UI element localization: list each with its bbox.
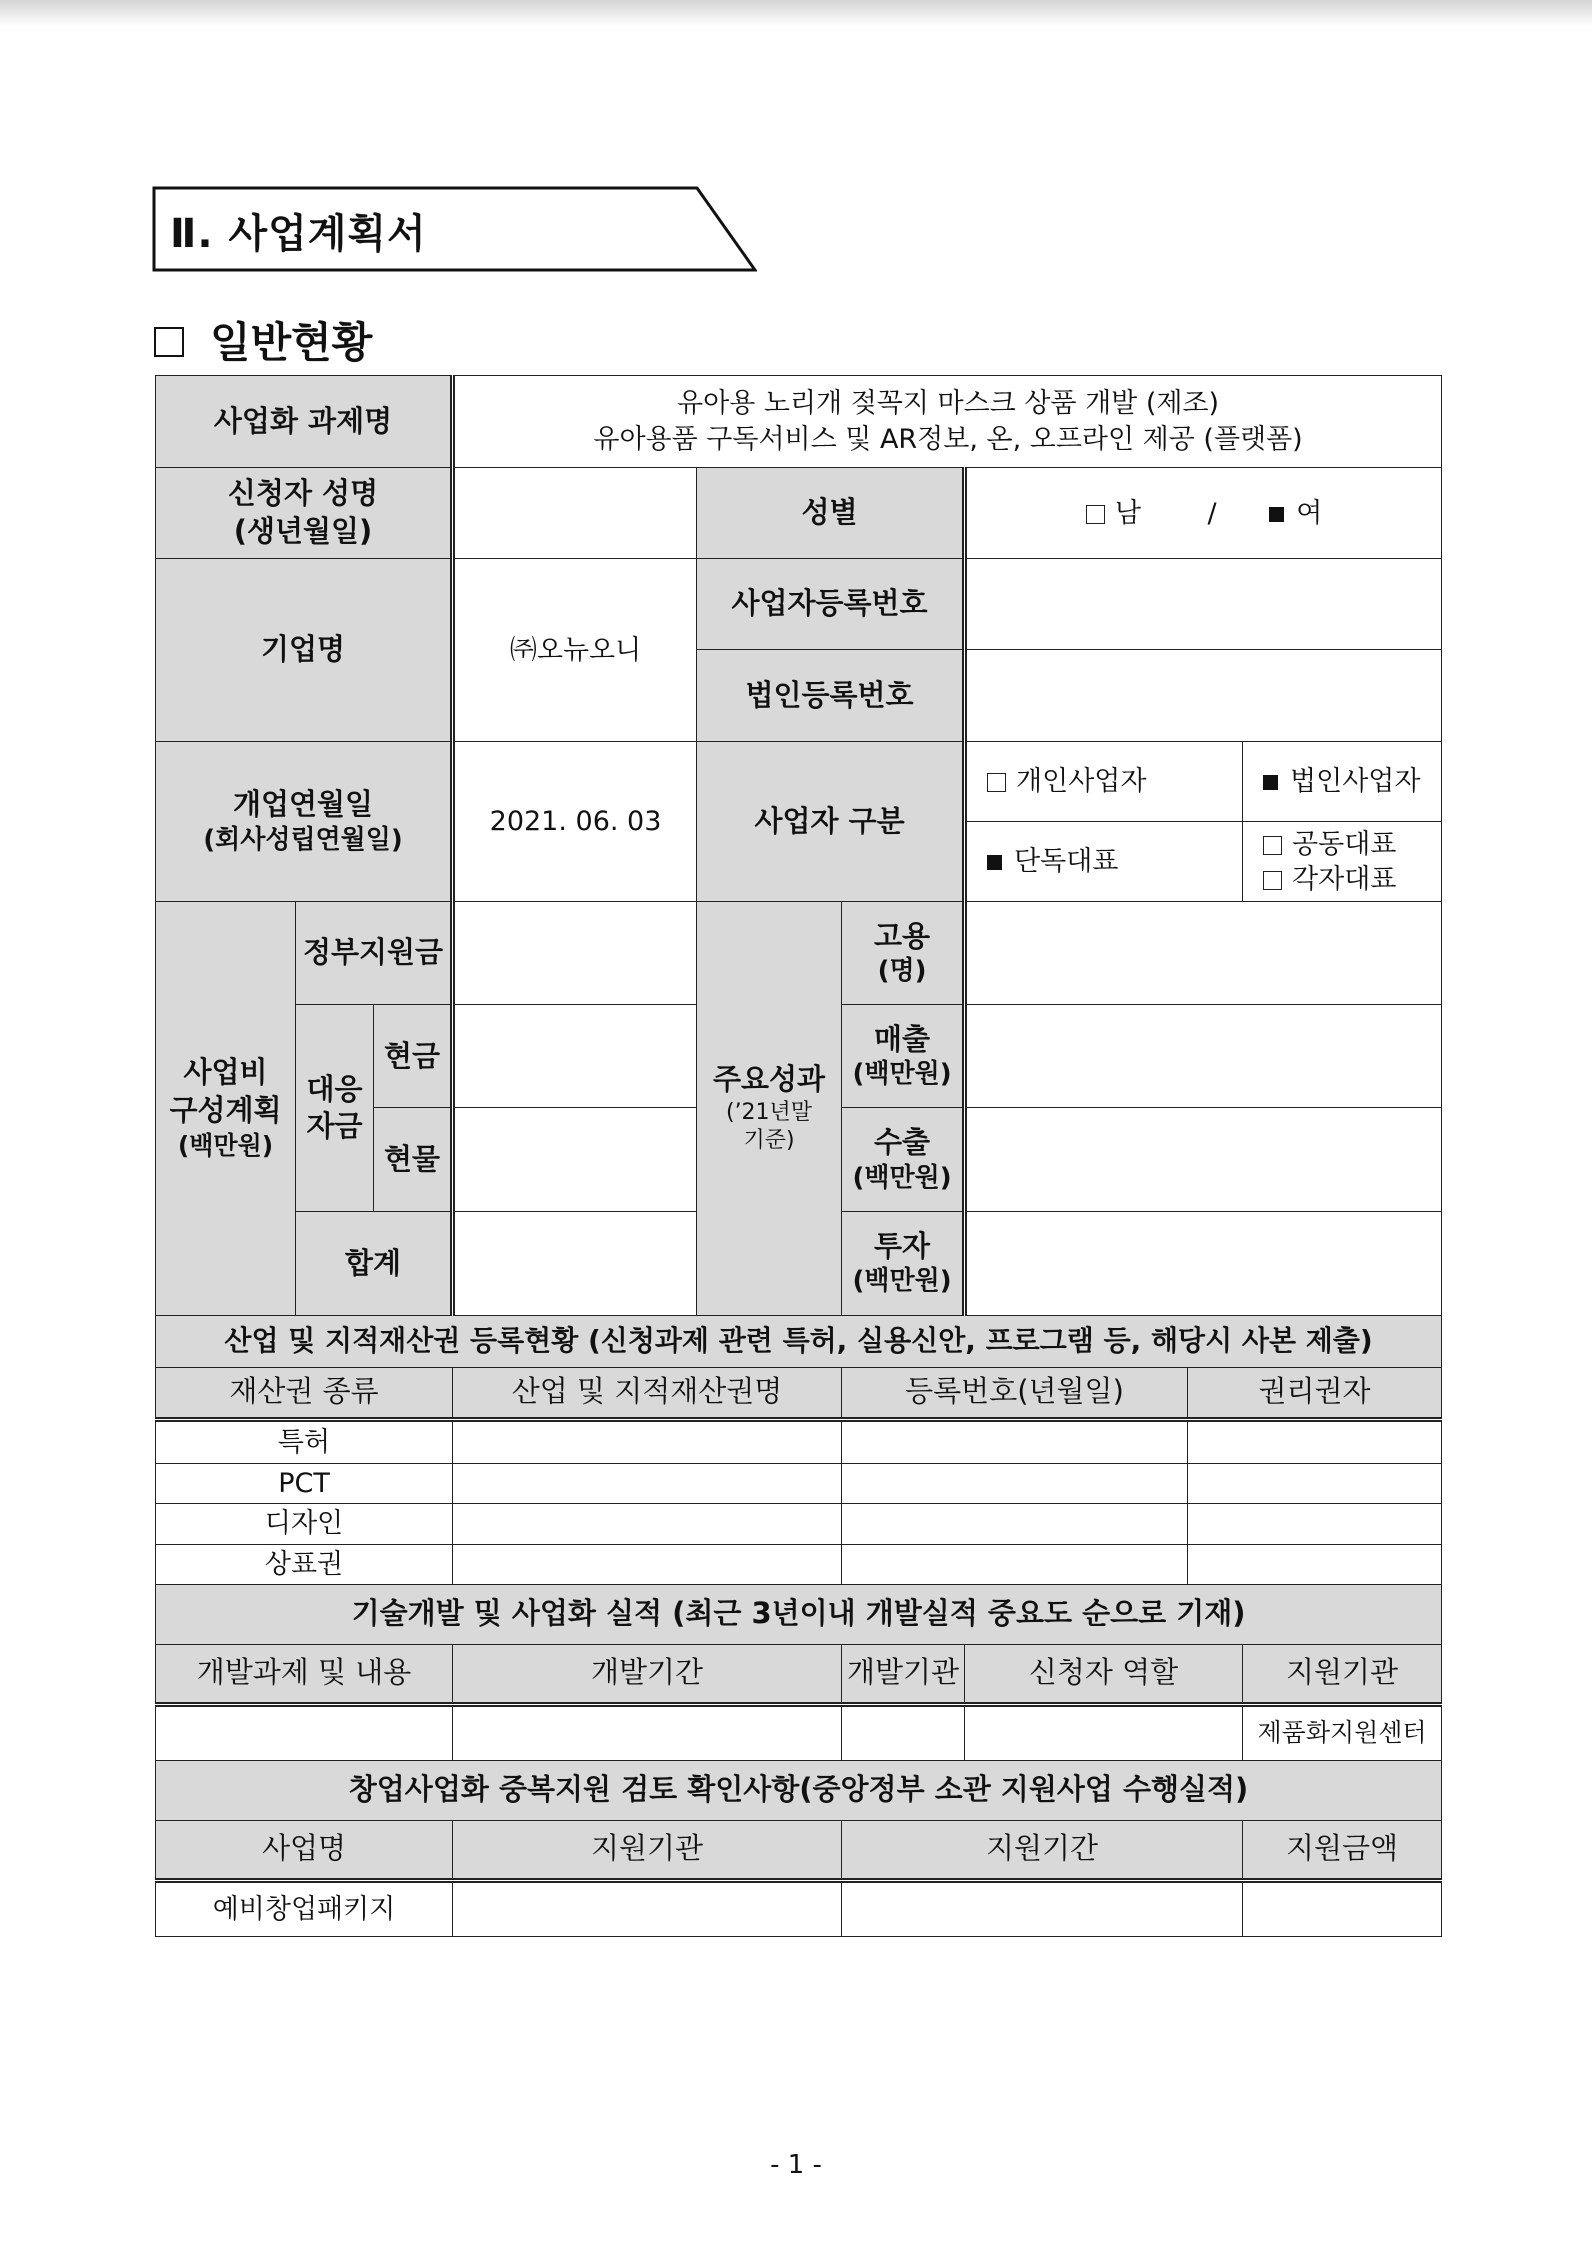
tech-header-project: 개발과제 및 내용: [156, 1644, 453, 1704]
tech-row-agency: 제품화지원센터: [1243, 1704, 1442, 1760]
total-value[interactable]: [453, 1212, 697, 1315]
applicant-name-label-line2: (생년월일): [233, 514, 373, 549]
sales-label: [842, 1005, 965, 1108]
tech-header-agency: 지원기관: [1243, 1644, 1442, 1704]
matching-fund-label-line1: 대응: [306, 1071, 363, 1106]
inkind-label: 현물: [374, 1108, 453, 1212]
biztype-individual-label: 개인사업자: [1016, 766, 1147, 798]
budget-plan-label-line2: 구성계획: [169, 1093, 282, 1128]
key-performance-label-line1: 주요성과: [713, 1061, 826, 1096]
export-value[interactable]: [965, 1108, 1442, 1212]
sales-value[interactable]: [965, 1005, 1442, 1108]
budget-plan-label-unit: (백만원): [177, 1130, 274, 1160]
rep-joint-label: 공동대표: [1292, 828, 1397, 860]
key-performance-label-line3: 기준): [743, 1128, 795, 1154]
investment-label-text: 투자: [874, 1228, 931, 1263]
gender-separator: /: [1207, 497, 1217, 529]
section-heading-text: Ⅱ. 사업계획서: [170, 211, 427, 257]
ip-row-holder[interactable]: [1188, 1463, 1442, 1503]
rep-each-option[interactable]: [1263, 862, 1439, 897]
ip-section-title: 산업 및 지적재산권 등록현황 (신청과제 관련 특허, 실용신안, 프로그램 등, 해당시 사본 제출): [156, 1315, 1442, 1367]
founded-date-label-line1: 개업연월일: [232, 786, 374, 821]
cash-value[interactable]: [453, 1005, 697, 1108]
cash-label: 현금: [374, 1005, 453, 1108]
ip-row-type: PCT: [156, 1463, 453, 1503]
ip-row-name[interactable]: [453, 1419, 842, 1463]
ip-row-name[interactable]: [453, 1463, 842, 1503]
dup-row-period[interactable]: [842, 1880, 1243, 1936]
key-performance-label: [697, 902, 842, 1315]
ip-row-type: 상표권: [156, 1544, 453, 1584]
ip-row-regno[interactable]: [842, 1419, 1188, 1463]
rep-single-option[interactable]: [965, 822, 1243, 902]
gender-female-label: 여: [1296, 497, 1323, 529]
gov-subsidy-label: 정부지원금: [296, 902, 453, 1005]
checkbox-icon: [154, 327, 184, 357]
business-type-label: 사업자 구분: [697, 742, 965, 902]
rep-joint-each-options: [1243, 822, 1442, 902]
biztype-corporate-label: 법인사업자: [1290, 766, 1421, 798]
project-name-label: 사업화 과제명: [156, 376, 453, 468]
subsection-heading: [154, 310, 372, 370]
applicant-name-label: [156, 468, 453, 559]
ip-row-type: 특허: [156, 1419, 453, 1463]
rep-each-checkbox[interactable]: [1263, 871, 1282, 890]
ip-row-type: 디자인: [156, 1503, 453, 1544]
dup-header-agency: 지원기관: [453, 1820, 842, 1880]
tech-row-project[interactable]: [156, 1704, 453, 1760]
founded-date-value[interactable]: 2021. 06. 03: [453, 742, 697, 902]
dup-header-period: 지원기간: [842, 1820, 1243, 1880]
dup-header-name: 사업명: [156, 1820, 453, 1880]
total-label: 합계: [296, 1212, 453, 1315]
sales-label-text: 매출: [874, 1021, 931, 1056]
export-label: [842, 1108, 965, 1212]
budget-plan-label-line1: 사업비: [183, 1055, 268, 1090]
rep-each-label: 각자대표: [1292, 863, 1397, 895]
business-registration-value[interactable]: [965, 559, 1442, 650]
company-name-value[interactable]: ㈜오뉴오니: [453, 559, 697, 742]
dup-row-amount[interactable]: [1243, 1880, 1442, 1936]
ip-header-type: 재산권 종류: [156, 1367, 453, 1419]
rep-single-checkbox[interactable]: [987, 855, 1002, 870]
employment-label: [842, 902, 965, 1005]
gender-female-checkbox[interactable]: [1269, 507, 1284, 522]
business-plan-form: [155, 375, 1442, 1937]
company-name-label: 기업명: [156, 559, 453, 742]
page-number: - 1 -: [770, 2150, 822, 2180]
biztype-corporate-checkbox[interactable]: [1263, 775, 1278, 790]
ip-row-regno[interactable]: [842, 1544, 1188, 1584]
project-name-line2: 유아용품 구독서비스 및 AR정보, 온, 오프라인 제공 (플랫폼): [593, 423, 1303, 455]
top-edge-shadow: [0, 0, 1592, 26]
tech-header-institution: 개발기관: [842, 1644, 965, 1704]
biztype-corporate-option[interactable]: [1243, 742, 1442, 822]
project-name-value[interactable]: [453, 376, 1442, 468]
ip-header-name: 산업 및 지적재산권명: [453, 1367, 842, 1419]
corporate-registration-label: 법인등록번호: [697, 650, 965, 742]
subsection-heading-text: 일반현황: [210, 318, 373, 367]
tech-row-role[interactable]: [965, 1704, 1243, 1760]
applicant-name-label-line1: 신청자 성명: [227, 476, 379, 511]
founded-date-label: [156, 742, 453, 902]
employment-unit: (명): [877, 956, 927, 987]
employment-value[interactable]: [965, 902, 1442, 1005]
tech-header-period: 개발기간: [453, 1644, 842, 1704]
tech-section-title: 기술개발 및 사업화 실적 (최근 3년이내 개발실적 중요도 순으로 기재): [156, 1584, 1442, 1644]
gov-subsidy-value[interactable]: [453, 902, 697, 1005]
investment-unit: (백만원): [852, 1266, 952, 1297]
rep-joint-option[interactable]: [1263, 827, 1439, 862]
sales-unit: (백만원): [852, 1059, 952, 1090]
rep-joint-checkbox[interactable]: [1263, 836, 1282, 855]
ip-row-name[interactable]: [453, 1503, 842, 1544]
investment-value[interactable]: [965, 1212, 1442, 1315]
dup-section-title: 창업사업화 중복지원 검토 확인사항(중앙정부 소관 지원사업 수행실적): [156, 1760, 1442, 1820]
ip-header-holder: 권리권자: [1188, 1367, 1442, 1419]
gender-male-checkbox[interactable]: [1086, 505, 1105, 524]
rep-single-label: 단독대표: [1014, 846, 1119, 878]
ip-row-holder[interactable]: [1188, 1544, 1442, 1584]
tech-row-institution[interactable]: [842, 1704, 965, 1760]
corporate-registration-value[interactable]: [965, 650, 1442, 742]
section-heading: [152, 186, 757, 272]
dup-header-amount: 지원금액: [1243, 1820, 1442, 1880]
gender-options: [965, 468, 1442, 559]
ip-row-regno[interactable]: [842, 1503, 1188, 1544]
export-unit: (백만원): [852, 1162, 952, 1193]
budget-plan-label: [156, 902, 296, 1315]
matching-fund-label: [296, 1005, 374, 1212]
ip-row-regno[interactable]: [842, 1463, 1188, 1503]
matching-fund-label-line2: 자금: [306, 1109, 363, 1144]
biztype-individual-checkbox[interactable]: [987, 773, 1006, 792]
ip-row-name[interactable]: [453, 1544, 842, 1584]
gender-male-label: 남: [1114, 497, 1141, 529]
gender-label: 성별: [697, 468, 965, 559]
dup-row-agency[interactable]: [453, 1880, 842, 1936]
ip-row-holder[interactable]: [1188, 1503, 1442, 1544]
inkind-value[interactable]: [453, 1108, 697, 1212]
biztype-individual-option[interactable]: [965, 742, 1243, 822]
project-name-line1: 유아용 노리개 젖꼭지 마스크 상품 개발 (제조): [677, 388, 1220, 420]
key-performance-label-line2: (’21년말: [725, 1099, 813, 1125]
ip-row-holder[interactable]: [1188, 1419, 1442, 1463]
employment-label-text: 고용: [874, 918, 931, 953]
founded-date-label-line2: (회사성립연월일): [203, 824, 403, 855]
ip-header-regno: 등록번호(년월일): [842, 1367, 1188, 1419]
export-label-text: 수출: [874, 1125, 931, 1160]
applicant-name-value[interactable]: [453, 468, 697, 559]
business-registration-label: 사업자등록번호: [697, 559, 965, 650]
dup-row-name: 예비창업패키지: [156, 1880, 453, 1936]
tech-row-period[interactable]: [453, 1704, 842, 1760]
tech-header-role: 신청자 역할: [965, 1644, 1243, 1704]
investment-label: [842, 1212, 965, 1315]
